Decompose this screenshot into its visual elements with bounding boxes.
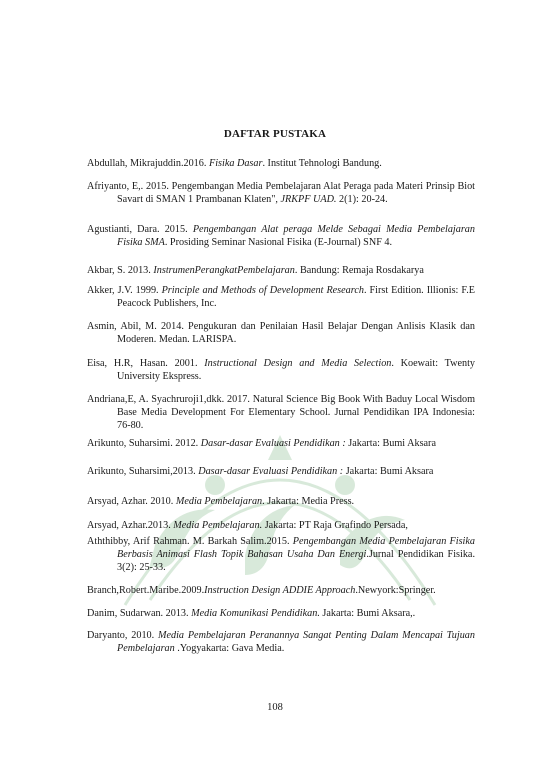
reference-entry: Andriana,E, A. Syachruroji1,dkk. 2017. Natural Science Big Book With Baduy Local Wisdom Base Media Development For Elementary School. Jurnal Pendidikan IPA Indonesia: 76-80. <box>87 394 475 431</box>
reference-entry: Daryanto, 2010. Media Pembelajaran Peranannya Sangat Penting Dalam Mencapai Tujuan Pembelajaran .Yogyakarta: Gava Media. <box>87 630 475 654</box>
reference-entry: Danim, Sudarwan. 2013. Media Komunikasi Pendidikan. Jakarta: Bumi Aksara,. <box>87 608 416 619</box>
page-title: DAFTAR PUSTAKA <box>223 128 327 140</box>
reference-entry: Afriyanto, E,. 2015. Pengembangan Media Pembelajaran Alat Peraga pada Materi Prinsip Biot Savart di SMAN 1 Prambanan Klaten", JRKPF UAD. 2(1): 20-24. <box>87 181 475 205</box>
reference-entry: Branch,Robert.Maribe.2009.Instruction Design ADDIE Approach.Newyork:Springer. <box>87 585 436 596</box>
reference-entry: Arikunto, Suharsimi,2013. Dasar-dasar Evaluasi Pendidikan : Jakarta: Bumi Aksara <box>87 466 434 477</box>
reference-entry: Asmin, Abil, M. 2014. Pengukuran dan Penilaian Hasil Belajar Dengan Anlisis Klasik dan Moderen. Medan. LARISPA. <box>87 321 475 345</box>
reference-entry: Abdullah, Mikrajuddin.2016. Fisika Dasar. Institut Tehnologi Bandung. <box>87 158 382 169</box>
reference-entry: Arikunto, Suharsimi. 2012. Dasar-dasar Evaluasi Pendidikan : Jakarta: Bumi Aksara <box>87 438 436 449</box>
reference-entry: Arsyad, Azhar. 2010. Media Pembelajaran. Jakarta: Media Press. <box>87 496 355 507</box>
page-number: 108 <box>267 702 283 713</box>
reference-entry: Aththibby, Arif Rahman. M. Barkah Salim.2015. Pengembangan Media Pembelajaran Fisika Berbasis Animasi Flash Topik Bahasan Usaha Dan Energi.Jurnal Pendidikan Fisika. 3(2): 25-33. <box>87 536 475 573</box>
reference-entry: Agustianti, Dara. 2015. Pengembangan Alat peraga Melde Sebagai Media Pembelajaran Fisika SMA. Prosiding Seminar Nasional Fisika (E-Journal) SNF 4. <box>87 224 475 248</box>
reference-entry: Eisa, H.R, Hasan. 2001. Instructional Design and Media Selection. Koewait: Twenty University Ekspress. <box>87 358 475 382</box>
reference-entry: Akker, J.V. 1999. Principle and Methods of Development Research. First Edition. Illionis: F.E Peacock Publishers, Inc. <box>87 285 475 309</box>
reference-entry: Arsyad, Azhar.2013. Media Pembelajaran. Jakarta: PT Raja Grafindo Persada, <box>87 520 408 531</box>
reference-entry: Akbar, S. 2013. InstrumenPerangkatPembelajaran. Bandung: Remaja Rosdakarya <box>87 265 424 276</box>
